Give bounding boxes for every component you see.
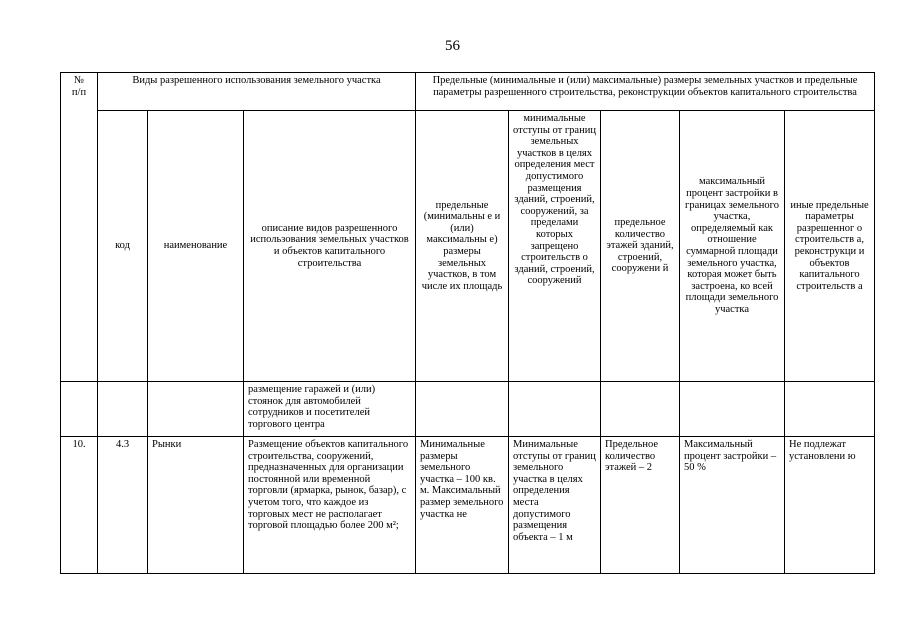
cell-empty	[416, 382, 509, 437]
land-use-table	[60, 72, 875, 574]
header-other: иные предельные параметры разрешенног о строительств а, реконструкци и объектов капитального строительств а	[785, 111, 875, 382]
cell-empty	[601, 382, 680, 437]
header-num: № п/п	[61, 73, 98, 382]
header-setbacks: минимальные отступы от границ земельных участков в целях определения мест допустимого размещения зданий, строений, сооружений, за пределами которых запрещено строительств о зданий, строений, сооружений	[509, 111, 601, 382]
cell-floors: Предельное количество этажей – 2	[601, 437, 680, 574]
cell-empty	[785, 382, 875, 437]
page-number: 56	[445, 38, 460, 54]
cell-empty	[98, 382, 148, 437]
header-name: наименование	[148, 111, 244, 382]
cell-coverage: Максимальный процент застройки – 50 %	[680, 437, 785, 574]
cell-other: Не подлежат установлени ю	[785, 437, 875, 574]
cell-description: Размещение объектов капитального строительства, сооружений, предназначенных для организации постоянной или временной торговли (ярмарка, рынок, базар), с учетом того, что каждое из торговых мест не располагает торговой площадью более 200 м²;	[244, 437, 416, 574]
cell-setbacks: Минимальные отступы от границ земельного участка в целях определения места допустимого размещения объекта – 1 м	[509, 437, 601, 574]
cell-description: размещение гаражей и (или) стоянок для автомобилей сотрудников и посетителей торгового центра	[244, 382, 416, 437]
cell-name: Рынки	[148, 437, 244, 574]
header-coverage: максимальный процент застройки в границах земельного участка, определяемый как отношение суммарной площади земельного участка, которая может быть застроена, ко всей площади земельного участка	[680, 111, 785, 382]
cell-empty	[61, 382, 98, 437]
cell-empty	[148, 382, 244, 437]
cell-plot-sizes: Минимальные размеры земельного участка – 100 кв. м. Максимальный размер земельного участка не	[416, 437, 509, 574]
table-row	[61, 437, 875, 574]
cell-num: 10.	[61, 437, 98, 574]
header-description: описание видов разрешенного использования земельных участков и объектов капитального строительства	[244, 111, 416, 382]
header-plot-sizes: предельные (минимальны е и (или) максимальны е) размеры земельных участков, в том числе их площадь	[416, 111, 509, 382]
cell-code: 4.3	[98, 437, 148, 574]
cell-empty	[680, 382, 785, 437]
header-code: код	[98, 111, 148, 382]
header-kinds: Виды разрешенного использования земельного участка	[98, 73, 416, 111]
cell-empty	[509, 382, 601, 437]
header-floors: предельное количество этажей зданий, строений, сооружени й	[601, 111, 680, 382]
table-row	[61, 382, 875, 437]
header-limits: Предельные (минимальные и (или) максимальные) размеры земельных участков и предельные параметры разрешенного строительства, реконструкции объектов капитального строительства	[416, 73, 875, 111]
